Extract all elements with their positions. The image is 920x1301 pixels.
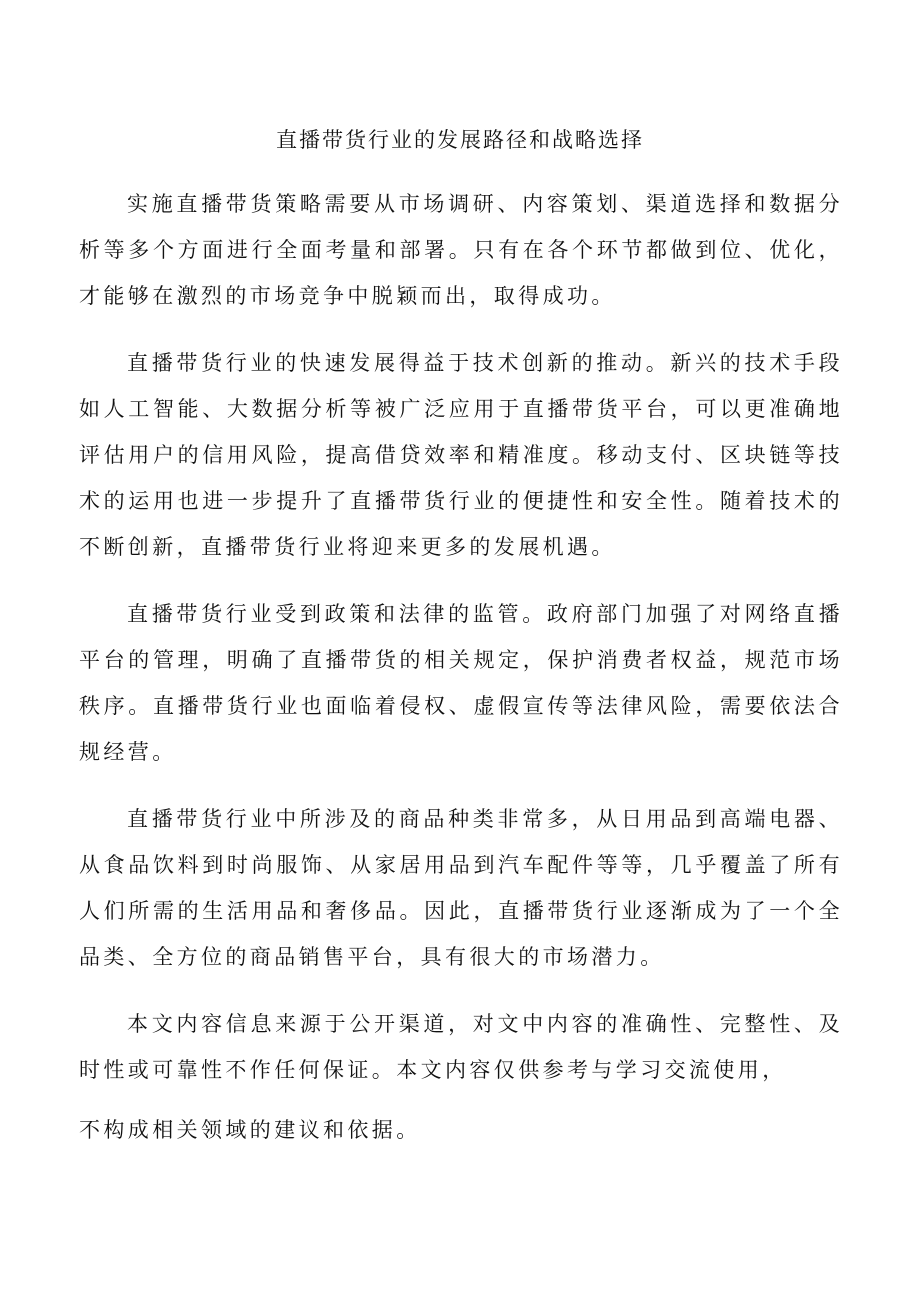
disclaimer-closing-line: 不构成相关领域的建议和依据。 (79, 1118, 421, 1142)
paragraph-technology: 直播带货行业的快速发展得益于技术创新的推动。新兴的技术手段如人工智能、大数据分析等被广泛应用于直播带货平台，可以更准确地评估用户的信用风险，提高借贷效率和精准度。移动支付、区块链等技术的运用也进一步提升了直播带货行业的便捷性和安全性。随着技术的不断创新，直播带货行业将迎来更多的发展机遇。 (79, 351, 843, 559)
paragraph-product-categories: 直播带货行业中所涉及的商品种类非常多，从日用品到高端电器、从食品饮料到时尚服饰、从家居用品到汽车配件等等，几乎覆盖了所有人们所需的生活用品和奢侈品。因此，直播带货行业逐渐成为了一个全品类、全方位的商品销售平台，具有很大的市场潜力。 (79, 807, 843, 969)
paragraph-strategy: 实施直播带货策略需要从市场调研、内容策划、渠道选择和数据分析等多个方面进行全面考量和部署。只有在各个环节都做到位、优化，才能够在激烈的市场竞争中脱颖而出，取得成功。 (79, 192, 843, 308)
paragraph-disclaimer: 本文内容信息来源于公开渠道，对文中内容的准确性、完整性、及时性或可靠性不作任何保证。本文内容仅供参考与学习交流使用， (79, 1012, 843, 1082)
paragraph-regulation: 直播带货行业受到政策和法律的监管。政府部门加强了对网络直播平台的管理，明确了直播带货的相关规定，保护消费者权益，规范市场秩序。直播带货行业也面临着侵权、虚假宣传等法律风险，需要依法合规经营。 (79, 602, 843, 764)
document-body (79, 181, 843, 1153)
document-title: 直播带货行业的发展路径和战略选择 (276, 128, 644, 152)
